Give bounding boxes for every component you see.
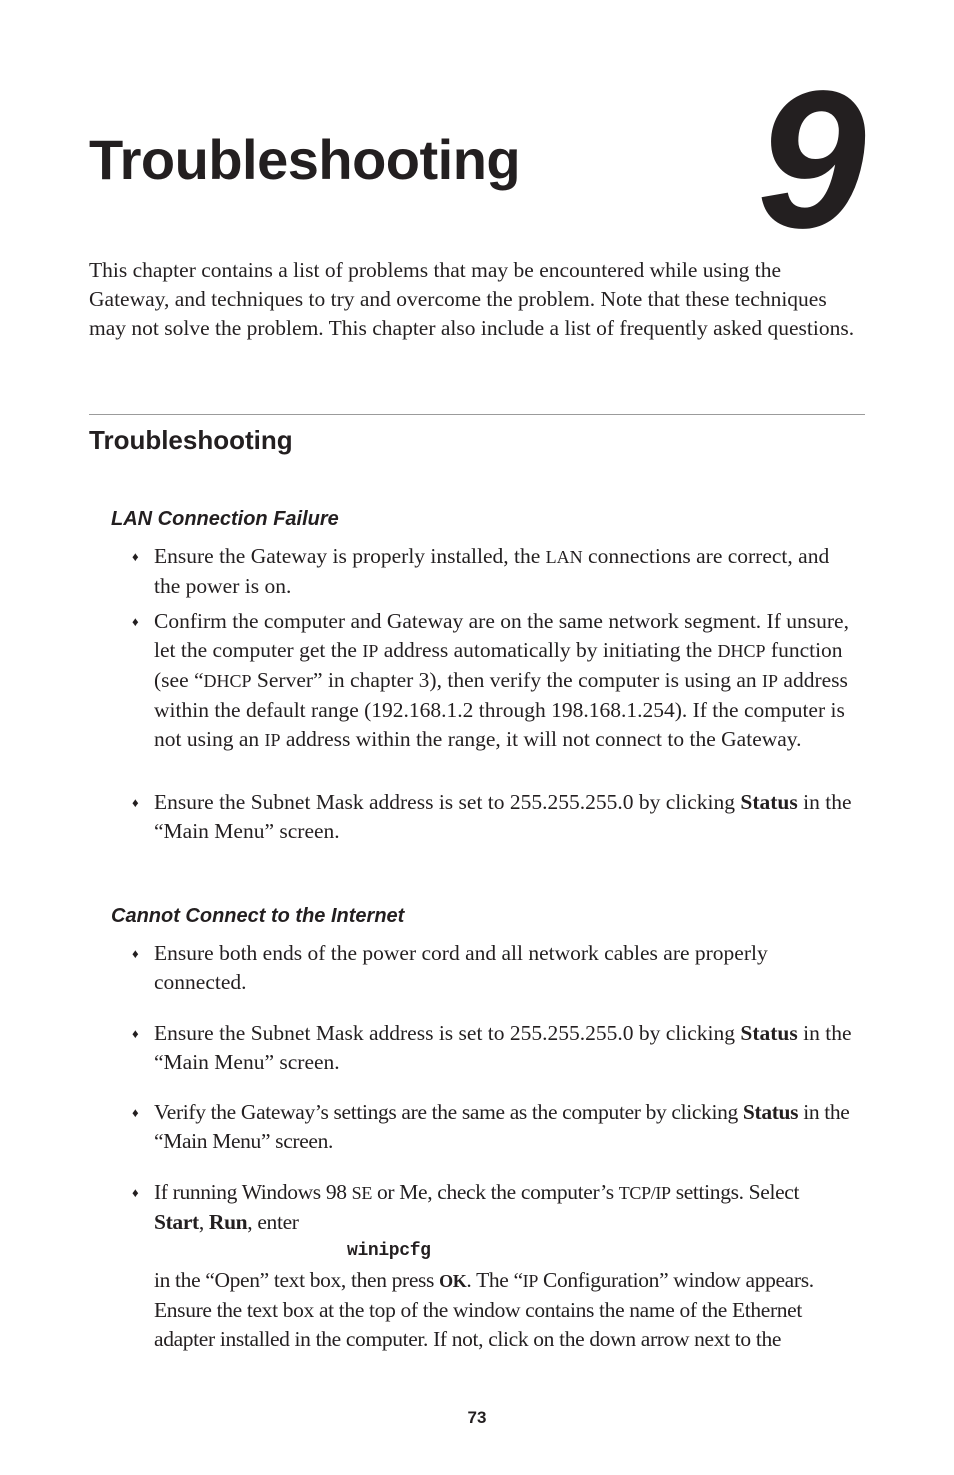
chapter-intro: This chapter contains a list of problems that may be encountered while using the Gateway, and techniques to try and overcome the problem. Note that these techniques may not solve the problem. This chapter also include a list of frequently asked questions. bbox=[89, 258, 855, 340]
bullet-icon: ♦ bbox=[132, 549, 139, 564]
bullet-icon: ♦ bbox=[132, 946, 139, 961]
section-heading: Troubleshooting bbox=[89, 425, 293, 455]
bullet-icon: ♦ bbox=[132, 1026, 139, 1041]
internet-item-2: ♦ Ensure the Subnet Mask address is set to 255.255.255.0 by clicking Status in the “Main Menu” screen. bbox=[132, 1021, 852, 1074]
internet-failure-heading: Cannot Connect to the Internet bbox=[111, 905, 405, 927]
lan-failure-heading: LAN Connection Failure bbox=[111, 508, 339, 530]
bullet-icon: ♦ bbox=[132, 1105, 139, 1120]
page-number: 73 bbox=[467, 1408, 487, 1427]
lan-item-1: ♦ Ensure the Gateway is properly installed, the LAN connections are correct, and the power is on. bbox=[132, 544, 830, 598]
section-divider bbox=[89, 414, 865, 415]
bullet-icon: ♦ bbox=[132, 1185, 139, 1200]
internet-item-4: ♦ If running Windows 98 SE or Me, check the computer’s TCP/IP settings. Select Start, Run, enter winipcfg in the “Open” text box, then press OK. The “IP Configuration” window appears. Ensure the text box at the top of the window contains the name of the Ethernet adapter installed in the computer. If not, click on the down arrow next to the bbox=[154, 1178, 860, 1354]
lan-item-2: ♦ Confirm the computer and Gateway are on the same network segment. If unsure, let the computer get the IP address automatically by initiating the DHCP function (see “DHCP Server” in chapter 3), then verify the computer is using an IP address within the default range (192.168.1.2 through 198.168.1.254). If the computer is not using an IP address within the range, it will not connect to the Gateway. bbox=[132, 609, 849, 751]
chapter-title: Troubleshooting bbox=[89, 128, 521, 191]
internet-item-1: ♦ Ensure both ends of the power cord and all network cables are properly connected. bbox=[132, 941, 768, 994]
bullet-icon: ♦ bbox=[132, 614, 139, 629]
command-text: winipcfg bbox=[347, 1241, 431, 1261]
internet-item-3: ♦ Verify the Gateway’s settings are the same as the computer by clicking Status in the “Main Menu” screen. bbox=[132, 1100, 850, 1153]
lan-item-3: ♦ Ensure the Subnet Mask address is set to 255.255.255.0 by clicking Status in the “Main Menu” screen. bbox=[132, 790, 852, 843]
bullet-icon: ♦ bbox=[132, 795, 139, 810]
chapter-number: 9 bbox=[756, 50, 866, 269]
